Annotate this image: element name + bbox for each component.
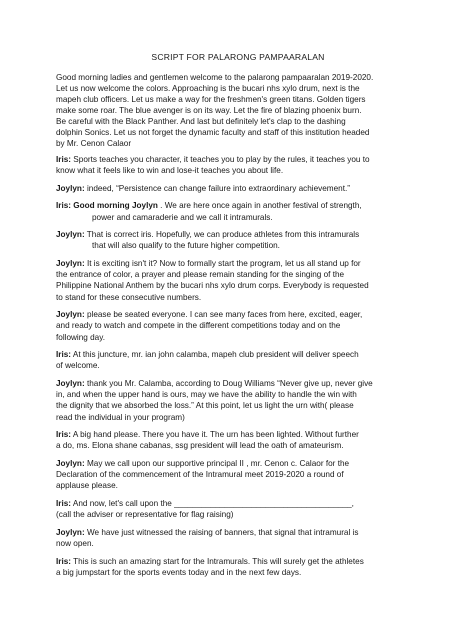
dialogue-text: now open.	[56, 538, 94, 548]
speaker-label: Iris:	[56, 556, 72, 566]
dialogue-text: May we call upon our supportive principal II , mr. Cenon c. Calaor for the	[84, 458, 350, 468]
dialogue-text: That is correct iris. Hopefully, we can produce athletes from this intramurals	[84, 230, 360, 240]
speaker-label: Iris:	[56, 350, 72, 360]
dialogue-text: Sports teaches you character, it teaches you to play by the rules, it teaches you to	[71, 155, 370, 164]
dialogue-text: know what it feels like to win and lose-it teaches you about life.	[56, 166, 284, 176]
intro-line: by Mr. Cenon Calaor	[56, 139, 132, 148]
dialogue-text: thank you Mr. Calamba, according to Doug Williams “Never give up, never give	[84, 378, 373, 388]
dialogue-text: please be seated everyone. I can see many faces from here, excited, eager,	[84, 310, 363, 320]
dialogue-text: of welcome.	[56, 361, 100, 371]
dialogue-text: At this juncture, mr. ian john calamba, mapeh club president will deliver speech	[71, 350, 359, 360]
dialogue-text: Philippine National Anthem by the bucari nhs xylo drum corps. Everybody is requested	[56, 281, 369, 291]
intro-line: Let us now welcome the colors. Approaching is the bucari nhs xylo drum, next is the	[56, 84, 360, 93]
dialogue-text: the entrance of color, a prayer and please remain standing for the singing of the	[56, 270, 345, 280]
speaker-label: Joylyn:	[56, 378, 85, 388]
dialogue-text: following day.	[56, 332, 106, 342]
dialogue-block	[56, 498, 414, 520]
dialogue-text: the dignity that we absorbed the loss.” At this point, let us light the urn with( please	[56, 401, 354, 411]
speaker-label: Joylyn:	[56, 458, 85, 468]
dialogue-text: in, and when the upper hand is ours, may we have the ability to handle the win with	[56, 390, 357, 400]
dialogue-block	[56, 183, 414, 194]
intro-line: make some roar. The blue avenger is on its way. Let the fire of blazing phoenix burn.	[56, 106, 362, 115]
dialogue-block	[56, 229, 414, 251]
speaker-label: Joylyn:	[56, 310, 85, 320]
dialogue-text: a big jumpstart for the sports events today and in the next few days.	[56, 567, 302, 577]
speaker-label: Iris:	[56, 155, 72, 164]
speaker-label: Iris:	[56, 430, 72, 440]
dialogue-text: indeed, “Persistence can change failure into extraordinary achievement.”	[84, 183, 351, 193]
speaker-label: Iris:	[56, 498, 72, 508]
speaker-label: Iris: Good morning Joylyn	[56, 201, 158, 211]
document-title: SCRIPT FOR PALARONG PAMPAARALAN	[151, 52, 325, 62]
intro-paragraph	[56, 72, 414, 149]
intro-line: dolphin Sonics. Let us not forget the dynamic faculty and staff of this institution headed	[56, 128, 370, 137]
speaker-label: Joylyn:	[56, 183, 85, 193]
dialogue-text: This is such an amazing start for the Intramurals. This will surely get the athletes	[71, 556, 364, 566]
speaker-label: Joylyn:	[56, 258, 85, 268]
intro-line: Good morning ladies and gentlemen welcome to the palarong pampaaralan 2019-2020.	[56, 73, 374, 82]
dialogue-block	[56, 258, 414, 303]
dialogue-text: that will also qualify to the future higher competition.	[92, 241, 280, 251]
dialogue-text: It is exciting isn't it? Now to formally start the program, let us all stand up for	[84, 258, 361, 268]
dialogue-text: and ready to watch and compete in the different competitions today and on the	[56, 321, 341, 331]
dialogue-block	[56, 429, 414, 451]
dialogue-block	[56, 200, 414, 222]
dialogue-text: read the individual in your program)	[56, 412, 185, 422]
dialogue-text: We have just witnessed the raising of banners, that signal that intramural is	[84, 527, 359, 537]
dialogue-text: A big hand please. There you have it. The urn has been lighted. Without further	[71, 430, 359, 440]
dialogue-text: (call the adviser or representative for flag raising)	[56, 510, 234, 520]
dialogue-text: a do, ms. Elona shane cabanas, ssg president will lead the oath of amateurism.	[56, 441, 344, 451]
dialogue-block	[56, 527, 414, 549]
speaker-label: Joylyn:	[56, 527, 85, 537]
dialogue-block	[56, 556, 414, 578]
dialogue-text: power and camaraderie and we call it intramurals.	[92, 212, 273, 222]
intro-line: Be careful with the Black Panther. And last but definitely let's clap to the dashing	[56, 117, 346, 126]
dialogue-block	[56, 309, 414, 343]
dialogue-text: applause please.	[56, 481, 118, 491]
dialogue-block	[56, 154, 414, 176]
intro-line: mapeh club officers. Let us make a way for the freshmen's green titans. Golden tigers	[56, 95, 366, 104]
dialogue-text: And now, let's call upon the _______________________________________,	[71, 498, 354, 508]
dialogue-text: to stand for these consecutive numbers.	[56, 292, 202, 302]
dialogue-block	[56, 349, 414, 371]
dialogue-text: Declaration of the commencement of the Intramural meet 2019-2020 a round of	[56, 470, 344, 480]
dialogue-block	[56, 378, 414, 423]
dialogue-text: . We are here once again in another festival of strength,	[157, 201, 362, 211]
dialogue-block	[56, 458, 414, 492]
speaker-label: Joylyn:	[56, 230, 85, 240]
